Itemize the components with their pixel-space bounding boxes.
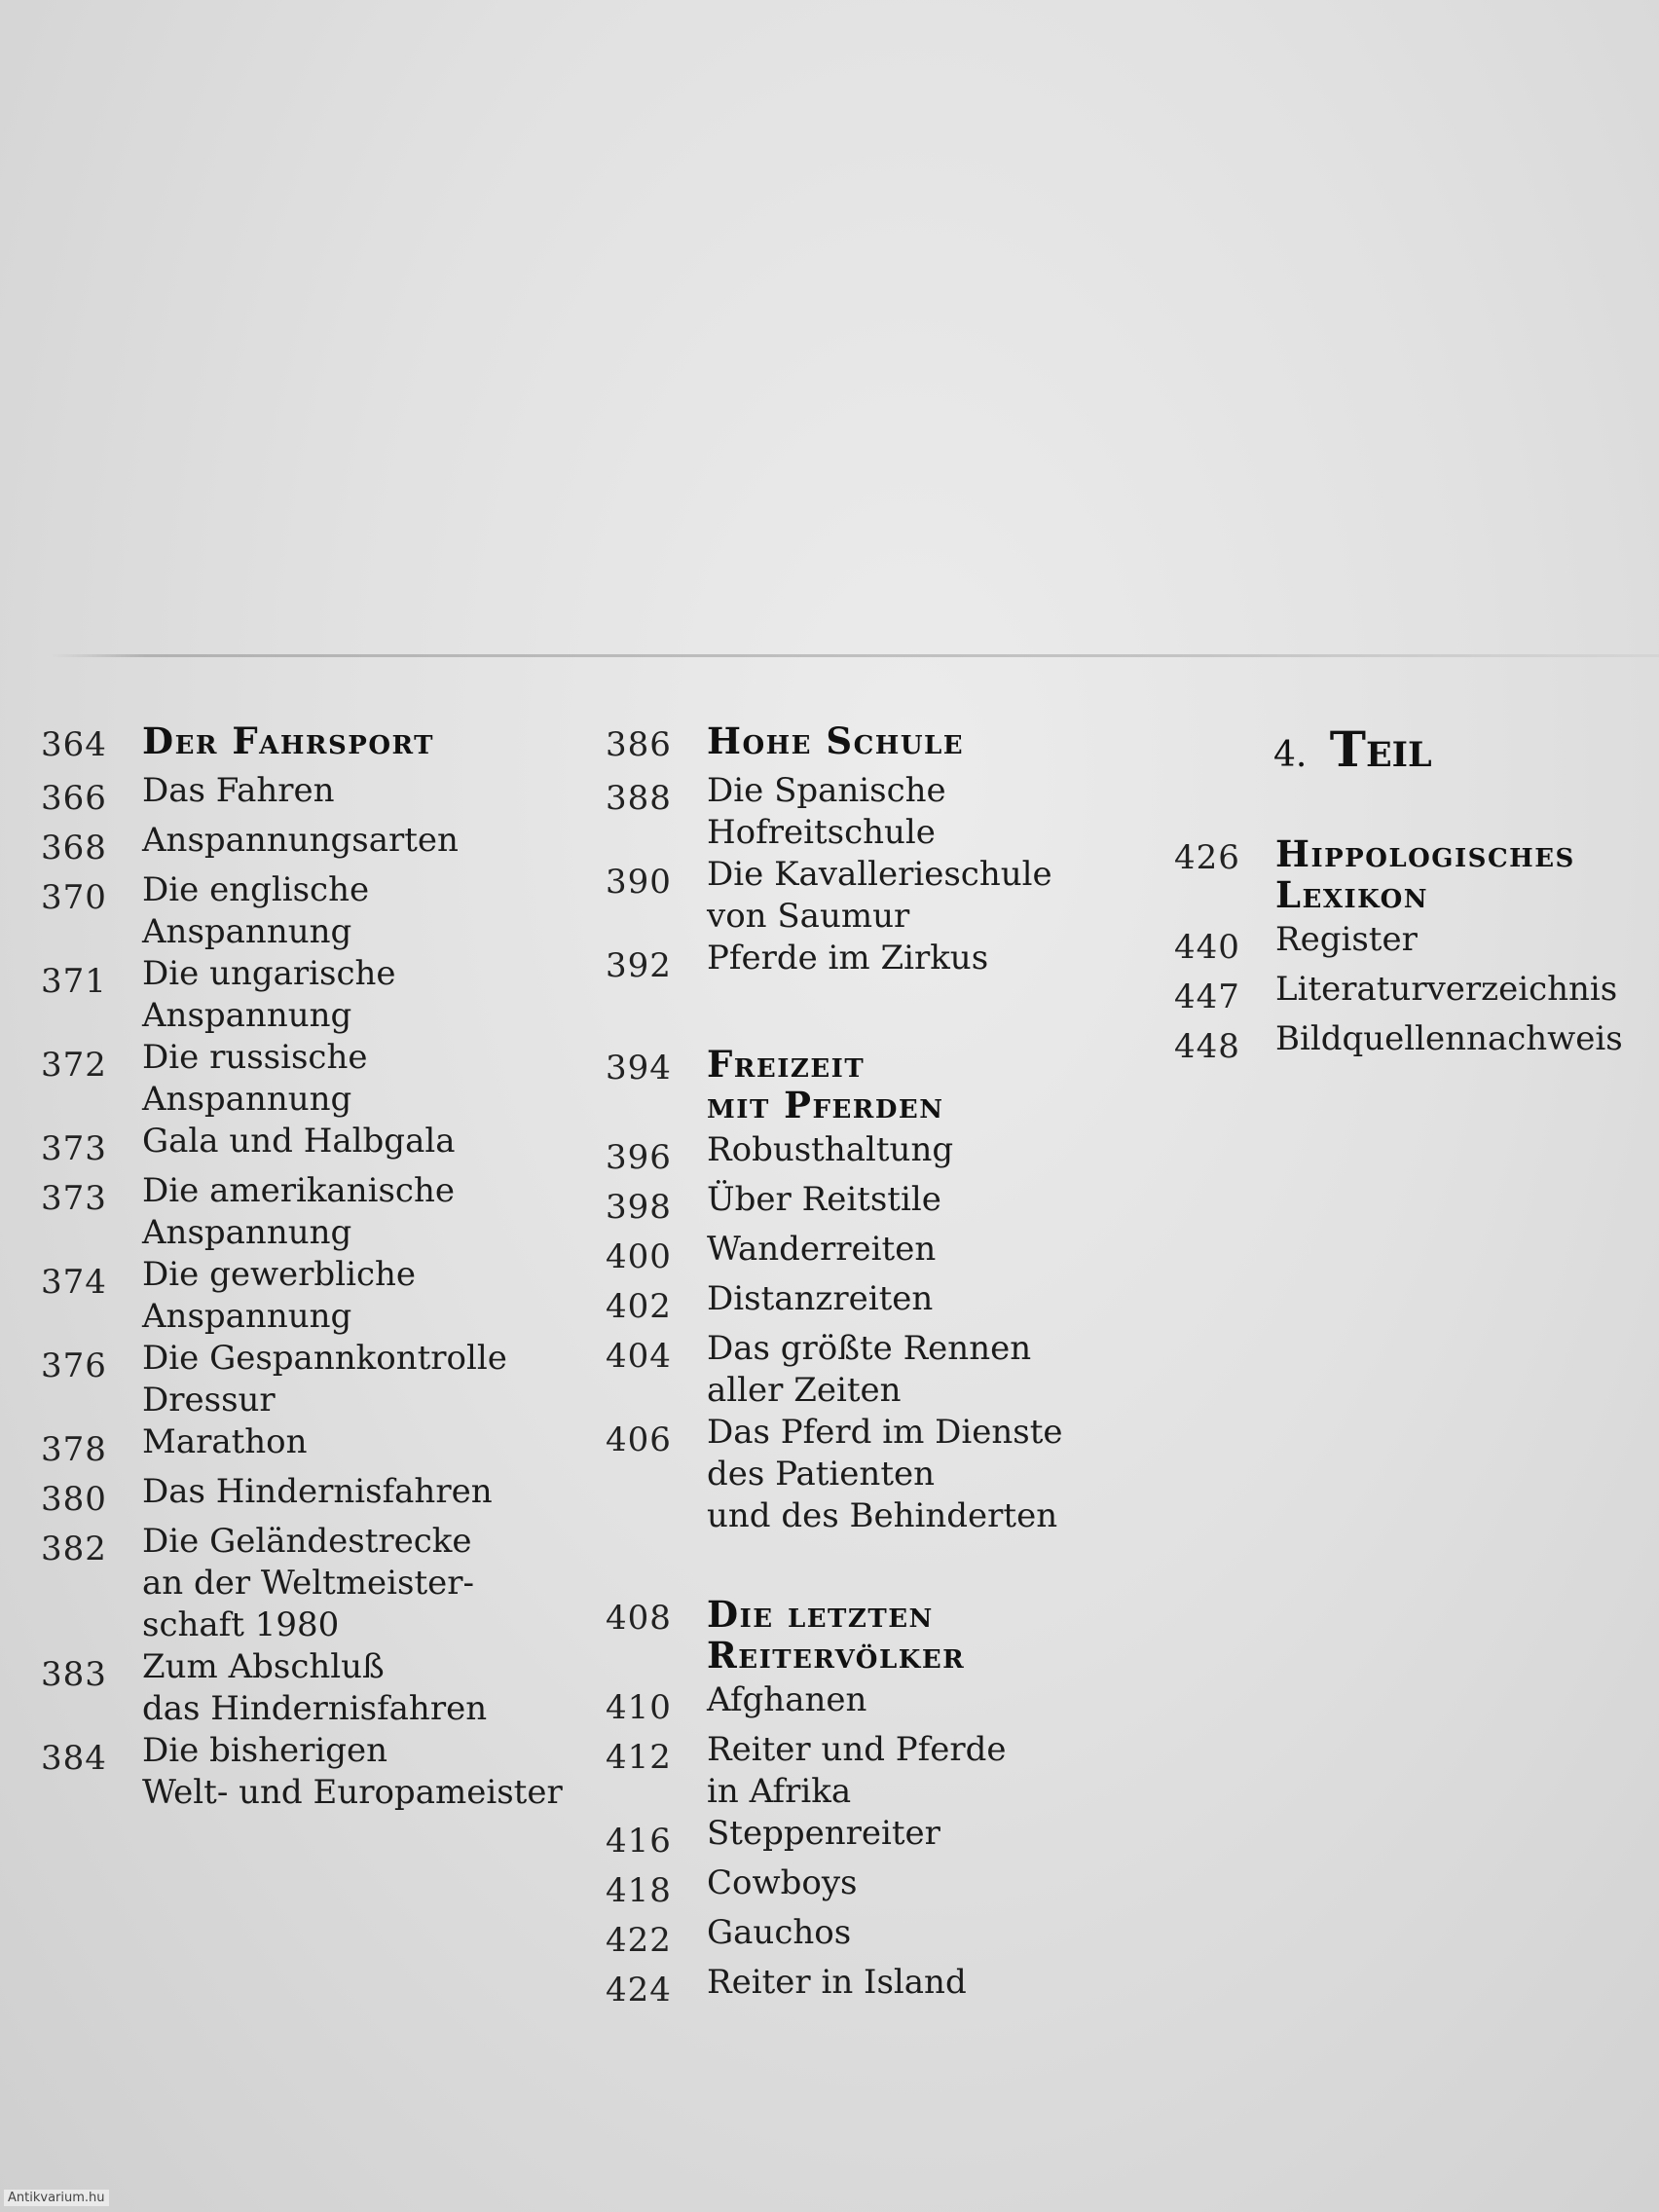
entry-title-line: Die Gespannkontrolle <box>142 1339 507 1378</box>
entry-title-line: schaft 1980 <box>142 1605 340 1644</box>
page-number: 384 <box>41 1739 107 1778</box>
entry-title-line: Das größte Rennen <box>707 1329 1032 1368</box>
entry-title <box>1275 1018 1641 1060</box>
toc-entry <box>606 1278 1131 1328</box>
entry-title <box>142 953 586 1037</box>
entry-title-line: Das Pferd im Dienste <box>707 1413 1063 1452</box>
entry-title <box>142 1730 586 1814</box>
toc-entry <box>41 770 586 820</box>
entry-title-line: Gala und Halbgala <box>142 1122 456 1161</box>
entry-title <box>707 854 1131 938</box>
page-number: 406 <box>606 1420 672 1459</box>
entry-title <box>142 1471 586 1513</box>
entry-title <box>1275 833 1641 915</box>
section-spacer <box>606 987 1131 1044</box>
entry-title-line: Gauchos <box>707 1913 852 1952</box>
entry-title-line: Pferde im Zirkus <box>707 939 989 977</box>
entry-title <box>707 1278 1131 1320</box>
toc-entry <box>41 869 586 953</box>
entry-title <box>142 1037 586 1121</box>
toc-section-heading <box>606 1044 1131 1125</box>
entry-title <box>142 720 586 761</box>
toc-column-2 <box>606 720 1131 2011</box>
page-number: 426 <box>1174 838 1240 877</box>
page-number: 383 <box>41 1655 107 1694</box>
watermark: Antikvarium.hu <box>4 2190 109 2206</box>
toc-column-3 <box>1174 720 1641 1068</box>
toc-entry <box>606 1129 1131 1179</box>
page-number: 448 <box>1174 1027 1240 1066</box>
page-number: 366 <box>41 779 107 818</box>
toc-section-heading <box>41 720 586 766</box>
toc-entry <box>606 1729 1131 1813</box>
entry-title-line: in Afrika <box>707 1772 852 1811</box>
entry-title-line: Das Hindernisfahren <box>142 1472 493 1511</box>
page-number: 392 <box>606 946 672 985</box>
toc-entry <box>41 953 586 1037</box>
page-number: 382 <box>41 1530 107 1568</box>
entry-title-line: Die russische <box>142 1038 368 1077</box>
toc-section-heading <box>606 720 1131 766</box>
entry-title <box>707 720 1131 761</box>
entry-title-line: Die englische <box>142 870 370 909</box>
entry-title <box>1275 969 1641 1011</box>
entry-title <box>142 1338 586 1421</box>
entry-title <box>707 1129 1131 1171</box>
page-number: 396 <box>606 1138 672 1177</box>
entry-title-line: Marathon <box>142 1422 308 1461</box>
entry-title-line: Freizeit <box>707 1043 866 1086</box>
page-number: 370 <box>41 878 107 917</box>
entry-title-line: Hohe Schule <box>707 719 965 762</box>
page-number: 412 <box>606 1738 672 1777</box>
toc-entry <box>41 1121 586 1170</box>
page-number: 402 <box>606 1287 672 1326</box>
entry-title-line: Cowboys <box>707 1863 858 1902</box>
entry-title-line: Die ungarische <box>142 954 396 993</box>
entry-title <box>707 1594 1131 1676</box>
entry-title-line: Reitervölker <box>707 1634 966 1677</box>
entry-title <box>707 1179 1131 1221</box>
toc-entry <box>41 1338 586 1421</box>
entry-title-line: Afghanen <box>707 1680 867 1719</box>
toc-entry <box>41 1421 586 1471</box>
entry-title-line: von Saumur <box>707 897 910 936</box>
entry-title <box>707 1962 1131 2004</box>
part-number: 4. <box>1273 735 1308 775</box>
entry-title <box>707 1412 1131 1537</box>
entry-title <box>142 1170 586 1254</box>
entry-title-line: Distanzreiten <box>707 1279 934 1318</box>
entry-title <box>707 938 1131 979</box>
page-number: 394 <box>606 1049 672 1088</box>
page-number: 398 <box>606 1188 672 1227</box>
page-number: 410 <box>606 1688 672 1727</box>
toc-entry <box>1174 1018 1641 1068</box>
entry-title-line: Die amerikanische <box>142 1171 455 1210</box>
entry-title <box>707 1729 1131 1813</box>
toc-section-heading <box>606 1594 1131 1676</box>
toc-entry <box>41 1730 586 1814</box>
toc-entry <box>41 1170 586 1254</box>
entry-title-line: Wanderreiten <box>707 1230 937 1269</box>
section-spacer <box>606 1537 1131 1594</box>
entry-title-line: Anspannungsarten <box>142 821 459 860</box>
entry-title-line: Über Reitstile <box>707 1180 941 1219</box>
toc-entry <box>606 1179 1131 1229</box>
entry-title <box>142 1421 586 1463</box>
entry-title <box>707 1328 1131 1412</box>
toc-entry <box>606 1328 1131 1412</box>
part-heading <box>1174 720 1641 785</box>
entry-title <box>707 1912 1131 1954</box>
toc-entry <box>41 1646 586 1730</box>
entry-title <box>142 1254 586 1338</box>
entry-title <box>142 869 586 953</box>
entry-title <box>142 770 586 812</box>
toc-entry <box>606 1962 1131 2011</box>
entry-title-line: Die Spanische <box>707 771 946 810</box>
entry-title-line: Hippologisches <box>1275 832 1575 875</box>
entry-title <box>707 1229 1131 1271</box>
page-number: 386 <box>606 725 672 764</box>
toc-entry <box>41 1471 586 1521</box>
page-number: 416 <box>606 1822 672 1861</box>
entry-title-line: Reiter und Pferde <box>707 1730 1007 1769</box>
page-number: 390 <box>606 863 672 902</box>
toc-entry <box>606 770 1131 854</box>
page-number: 374 <box>41 1263 107 1302</box>
entry-title-line: das Hindernisfahren <box>142 1689 488 1728</box>
entry-title-line: Der Fahrsport <box>142 719 434 762</box>
entry-title-line: des Patienten <box>707 1455 935 1493</box>
entry-title-line: Das Fahren <box>142 771 335 810</box>
entry-title-line: und des Behinderten <box>707 1496 1058 1535</box>
entry-title-line: Robusthaltung <box>707 1130 954 1169</box>
entry-title-line: Welt- und Europameister <box>142 1773 563 1812</box>
entry-title-line: Anspannung <box>142 1213 352 1252</box>
page-number: 408 <box>606 1599 672 1638</box>
entry-title-line: Dressur <box>142 1381 276 1419</box>
page-number: 380 <box>41 1480 107 1519</box>
page-number: 422 <box>606 1921 672 1960</box>
page-number: 388 <box>606 779 672 818</box>
entry-title-line: Die Kavallerieschule <box>707 855 1052 894</box>
entry-title-line: Literaturverzeichnis <box>1275 970 1618 1009</box>
toc-entry <box>41 820 586 869</box>
page-number: 440 <box>1174 928 1240 967</box>
entry-title <box>142 1646 586 1730</box>
horizontal-rule <box>51 654 1659 657</box>
part-label: Teil <box>1329 720 1432 778</box>
entry-title-line: Anspannung <box>142 1297 352 1336</box>
toc-entry <box>1174 919 1641 969</box>
toc-entry <box>41 1521 586 1646</box>
entry-title <box>142 1121 586 1162</box>
page-number: 424 <box>606 1971 672 2009</box>
toc-entry <box>606 938 1131 987</box>
page-number: 373 <box>41 1129 107 1168</box>
entry-title-line: Die Geländestrecke <box>142 1522 472 1561</box>
toc-entry <box>606 1412 1131 1537</box>
entry-title <box>707 1862 1131 1904</box>
page-number: 400 <box>606 1237 672 1276</box>
toc-entry <box>606 1229 1131 1278</box>
entry-title-line: Register <box>1275 920 1418 959</box>
entry-title-line: Anspannung <box>142 912 352 951</box>
page-number: 371 <box>41 962 107 1001</box>
entry-title-line: mit Pferden <box>707 1084 944 1126</box>
page-number: 376 <box>41 1346 107 1385</box>
entry-title-line: Bildquellennachweis <box>1275 1019 1623 1058</box>
toc-entry <box>606 1813 1131 1862</box>
page-number: 364 <box>41 725 107 764</box>
entry-title <box>142 1521 586 1646</box>
page-number: 372 <box>41 1046 107 1085</box>
toc-column-1 <box>41 720 586 1814</box>
toc-entry <box>41 1037 586 1121</box>
entry-title <box>707 1044 1131 1125</box>
toc-entry <box>41 1254 586 1338</box>
entry-title-line: Die gewerbliche <box>142 1255 416 1294</box>
page-number: 378 <box>41 1430 107 1469</box>
page-number: 404 <box>606 1337 672 1376</box>
toc-entry <box>1174 969 1641 1018</box>
toc-entry <box>606 1912 1131 1962</box>
entry-title-line: aller Zeiten <box>707 1371 902 1410</box>
toc-entry <box>606 854 1131 938</box>
entry-title <box>1275 919 1641 961</box>
page-number: 368 <box>41 829 107 867</box>
entry-title-line: Steppenreiter <box>707 1814 940 1853</box>
entry-title <box>707 770 1131 854</box>
entry-title-line: Die letzten <box>707 1593 934 1636</box>
entry-title-line: Anspannung <box>142 996 352 1035</box>
entry-title <box>142 820 586 862</box>
entry-title-line: Lexikon <box>1275 873 1428 916</box>
entry-title-line: Die bisherigen <box>142 1731 388 1770</box>
page-number: 418 <box>606 1871 672 1910</box>
entry-title <box>707 1813 1131 1855</box>
entry-title-line: an der Weltmeister- <box>142 1564 474 1603</box>
entry-title-line: Hofreitschule <box>707 813 936 852</box>
toc-entry <box>606 1862 1131 1912</box>
toc-entry <box>606 1679 1131 1729</box>
page-number: 447 <box>1174 977 1240 1016</box>
entry-title-line: Zum Abschluß <box>142 1647 385 1686</box>
page-number: 373 <box>41 1179 107 1218</box>
entry-title-line: Anspannung <box>142 1080 352 1119</box>
toc-section-heading <box>1174 833 1641 915</box>
entry-title-line: Reiter in Island <box>707 1963 967 2002</box>
entry-title <box>707 1679 1131 1721</box>
